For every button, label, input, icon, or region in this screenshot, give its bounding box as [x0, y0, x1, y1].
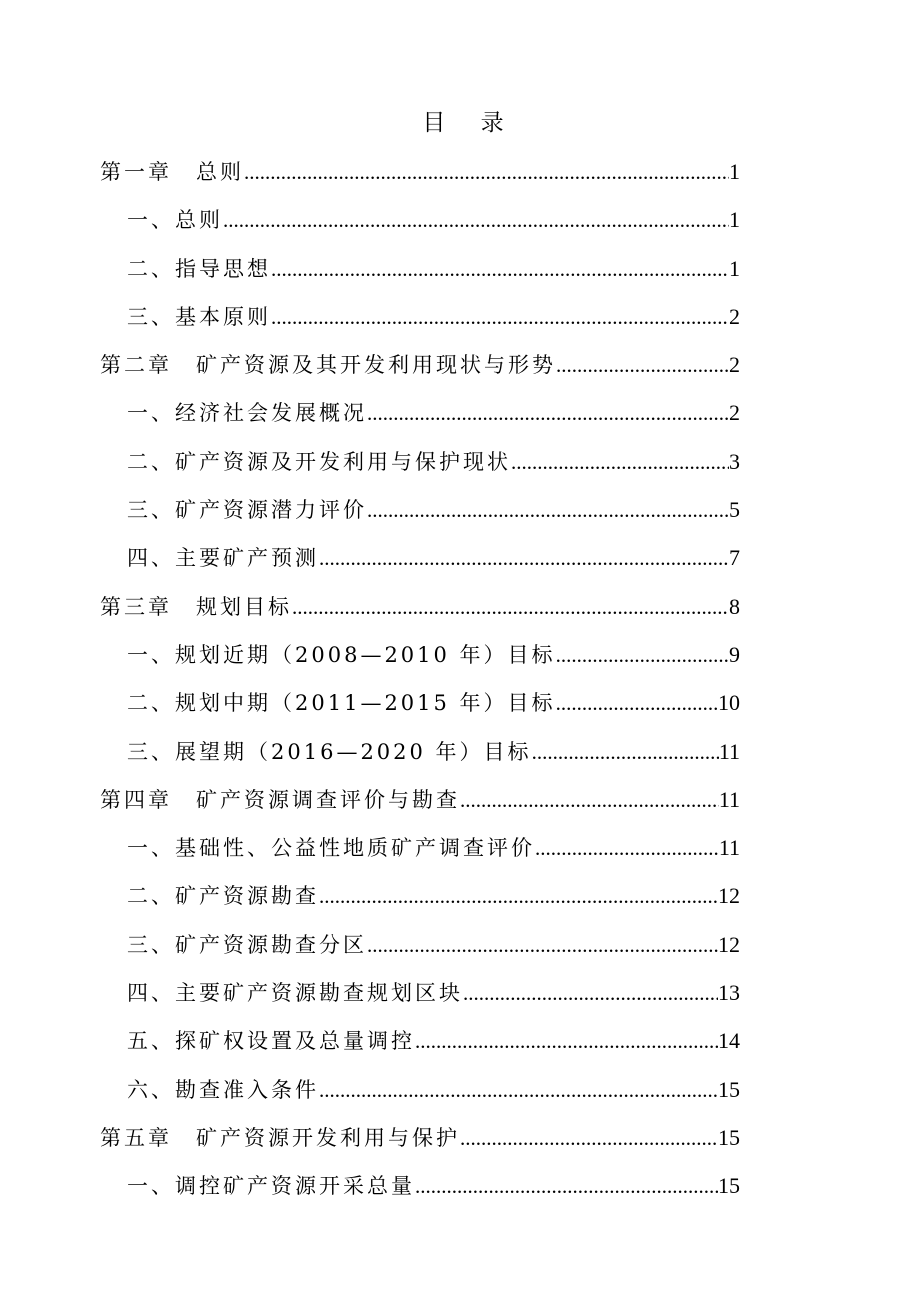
toc-section-entry[interactable] — [100, 728, 740, 776]
toc-dot-leader — [415, 1162, 718, 1210]
toc-entry-text: 三、矿产资源勘查分区 — [127, 932, 367, 957]
toc-entry-text: 第二章 矿产资源及其开发利用现状与形势 — [100, 353, 556, 378]
toc-section-entry[interactable] — [100, 438, 740, 486]
toc-page-number: 1 — [729, 159, 740, 184]
toc-page-number: 9 — [729, 641, 740, 667]
toc-dot-leader — [244, 148, 729, 196]
toc-entry-text: 第一章 总则 — [100, 160, 244, 184]
toc-dot-leader — [532, 728, 719, 776]
toc-dot-leader — [460, 1114, 718, 1162]
toc-section-entry[interactable] — [100, 196, 740, 244]
toc-entry-text: 一、基础性、公益性地质矿产调查评价 — [127, 836, 535, 861]
toc-entry-text: 二、矿产资源勘查 — [127, 884, 319, 909]
toc-chapter-entry[interactable] — [100, 148, 740, 196]
toc-dot-leader — [271, 293, 729, 341]
toc-section-entry[interactable] — [100, 921, 740, 969]
toc-chapter-entry[interactable] — [100, 1114, 740, 1162]
toc-section-entry[interactable] — [100, 245, 740, 293]
toc-section-entry[interactable] — [100, 872, 740, 920]
toc-chapter-entry[interactable] — [100, 583, 740, 631]
toc-dot-leader — [319, 872, 718, 920]
toc-page-number: 7 — [729, 545, 740, 571]
toc-dot-leader — [460, 776, 719, 824]
toc-section-entry[interactable] — [100, 824, 740, 872]
toc-entry-text: 一、规划近期（2008—2010 年）目标 — [127, 642, 556, 667]
toc-page-number: 2 — [729, 400, 740, 426]
toc-entry-text: 一、总则 — [127, 208, 223, 233]
toc-page-number: 11 — [718, 835, 740, 861]
toc-entry-text: 二、矿产资源及开发利用与保护现状 — [127, 449, 511, 474]
toc-dot-leader — [415, 1017, 718, 1065]
toc-dot-leader — [319, 1066, 718, 1114]
toc-section-entry[interactable] — [100, 534, 740, 582]
toc-entry-text: 六、勘查准入条件 — [127, 1077, 319, 1102]
toc-section-entry[interactable] — [100, 486, 740, 534]
toc-page-number: 12 — [718, 931, 740, 957]
toc-dot-leader — [556, 341, 729, 389]
toc-dot-leader — [292, 583, 729, 631]
toc-section-entry[interactable] — [100, 1066, 740, 1114]
toc-page-number: 15 — [718, 1124, 740, 1150]
toc-dot-leader — [463, 969, 718, 1017]
toc-dot-leader — [556, 679, 718, 727]
toc-dot-leader — [223, 196, 729, 244]
toc-entry-text: 三、展望期（2016—2020 年）目标 — [127, 739, 532, 764]
toc-page-number: 11 — [718, 786, 740, 812]
toc-dot-leader — [367, 486, 729, 534]
toc-section-entry[interactable] — [100, 293, 740, 341]
toc-page-number: 2 — [729, 303, 740, 329]
toc-chapter-entry[interactable] — [100, 341, 740, 389]
toc-section-entry[interactable] — [100, 631, 740, 679]
toc-page-number: 14 — [718, 1028, 740, 1054]
toc-page-number: 1 — [729, 255, 740, 281]
toc-dot-leader — [556, 631, 729, 679]
toc-chapter-entry[interactable] — [100, 776, 740, 824]
toc-page-number: 15 — [718, 1173, 740, 1199]
toc-entry-text: 第四章 矿产资源调查评价与勘查 — [100, 787, 460, 812]
toc-page-number: 5 — [729, 497, 740, 523]
toc-section-entry[interactable] — [100, 679, 740, 727]
toc-page-number: 13 — [718, 980, 740, 1006]
toc-entry-text: 一、调控矿产资源开采总量 — [127, 1174, 415, 1199]
toc-entry-text: 五、探矿权设置及总量调控 — [127, 1029, 415, 1054]
toc-section-entry[interactable] — [100, 1162, 740, 1210]
toc-section-entry[interactable] — [100, 389, 740, 437]
toc-entry-text: 二、指导思想 — [127, 256, 271, 281]
toc-entry-text: 四、主要矿产资源勘查规划区块 — [127, 981, 463, 1006]
table-of-contents — [100, 148, 740, 1211]
toc-dot-leader — [367, 921, 718, 969]
toc-dot-leader — [511, 438, 729, 486]
toc-dot-leader — [319, 534, 729, 582]
toc-section-entry[interactable] — [100, 1017, 740, 1065]
toc-entry-text: 第五章 矿产资源开发利用与保护 — [100, 1125, 460, 1150]
page-title: 目 录 — [422, 110, 518, 136]
toc-dot-leader — [367, 389, 729, 437]
toc-entry-text: 一、经济社会发展概况 — [127, 401, 367, 426]
toc-page-number: 10 — [718, 690, 740, 716]
toc-entry-text: 二、规划中期（2011—2015 年）目标 — [127, 691, 556, 716]
toc-page-number: 8 — [729, 593, 740, 619]
toc-entry-text: 三、矿产资源潜力评价 — [127, 498, 367, 523]
toc-dot-leader — [271, 245, 729, 293]
toc-page-number: 2 — [729, 352, 740, 378]
toc-entry-text: 第三章 规划目标 — [100, 594, 292, 619]
toc-page-number: 12 — [718, 883, 740, 909]
toc-dot-leader — [535, 824, 719, 872]
toc-entry-text: 四、主要矿产预测 — [127, 546, 319, 571]
toc-section-entry[interactable] — [100, 969, 740, 1017]
toc-page-number: 3 — [729, 448, 740, 474]
toc-page-number: 15 — [718, 1076, 740, 1102]
toc-page-number: 11 — [718, 738, 740, 764]
toc-entry-text: 三、基本原则 — [127, 304, 271, 329]
toc-page-number: 1 — [729, 207, 740, 233]
